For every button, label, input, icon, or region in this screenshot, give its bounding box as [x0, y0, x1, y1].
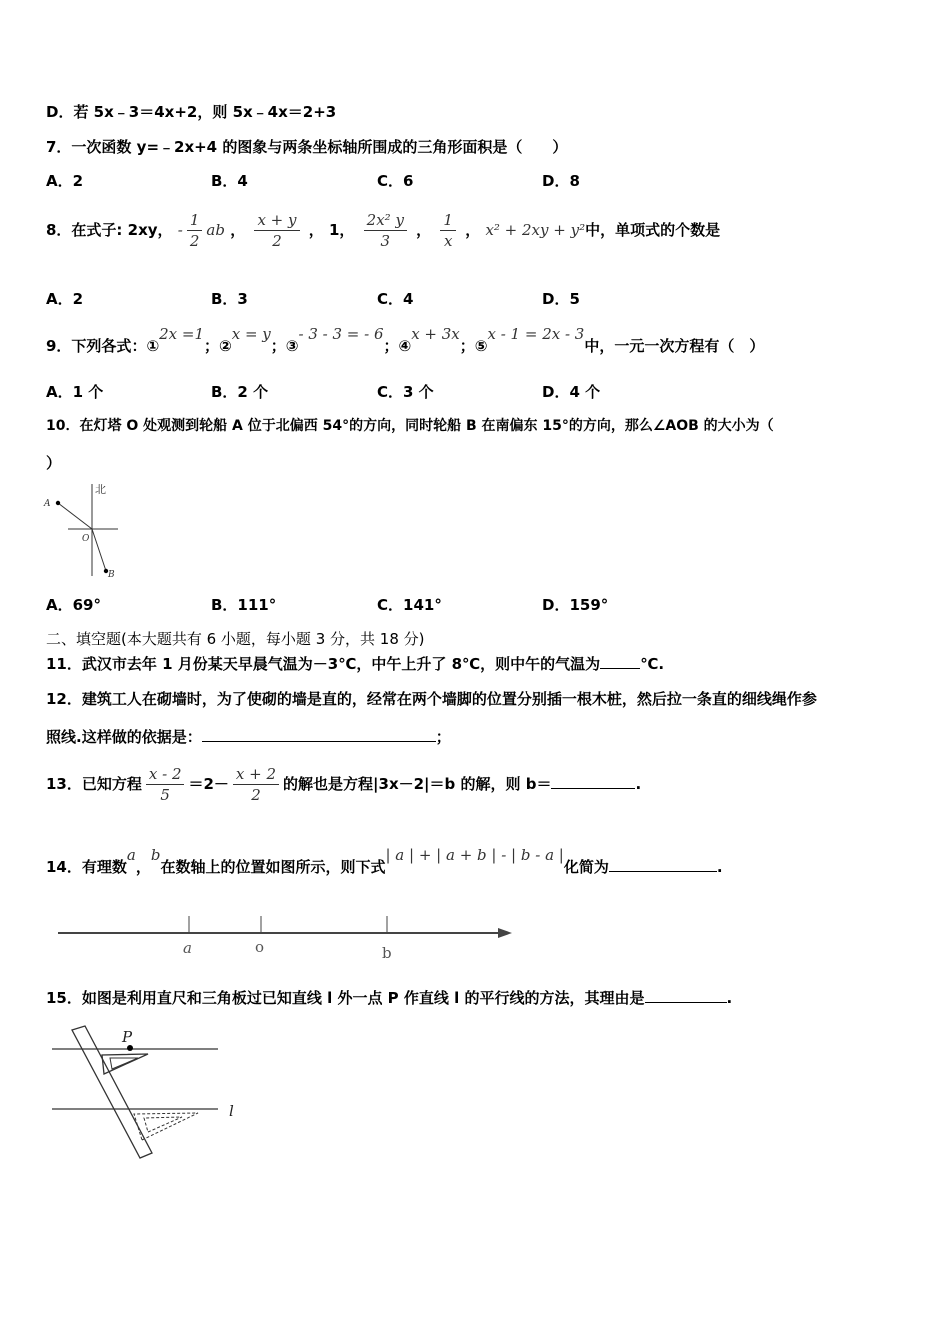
fraction-3-den: 3 — [380, 232, 391, 250]
question-9-prefix: 9．下列各式：① — [46, 337, 160, 355]
label-p: P — [122, 1028, 133, 1046]
ray-oa — [58, 503, 92, 529]
question-9-option-d: D．4 个 — [542, 383, 601, 401]
question-12-end: ； — [435, 728, 451, 746]
equation-2: x = y — [231, 325, 271, 343]
question-10-line-1: 10．在灯塔 O 处观测到轮船 A 位于北偏西 54°的方向，同时轮船 B 在南偏东 15°的方向，那么∠AOB 的大小为（ — [46, 418, 774, 434]
question-15-body: 15．如图是利用直尺和三角板过已知直线 l 外一点 P 作直线 l 的平行线的方法，其理由是 — [46, 989, 645, 1007]
answer-blank[interactable] — [600, 654, 640, 669]
fraction-1 — [187, 210, 203, 251]
fraction-2-den: 2 — [251, 786, 261, 804]
term-one: 1， — [328, 221, 355, 239]
label-b: B — [108, 570, 115, 580]
fraction-2-den: 2 — [272, 232, 282, 250]
question-14-suffix: 化简为 — [563, 858, 609, 876]
question-10-option-b: B．111° — [211, 596, 277, 614]
question-13-text — [46, 762, 641, 806]
question-7-option-a: A．2 — [46, 172, 84, 190]
fraction-1 — [146, 764, 185, 805]
fraction-2 — [254, 210, 299, 251]
label-o: O — [82, 534, 90, 544]
absolute-value-expression: | a | + | a + b | - | b - a | — [385, 846, 564, 864]
fraction-1-den: 2 — [189, 232, 200, 250]
question-14-text — [46, 846, 723, 877]
fraction-3 — [364, 210, 407, 251]
fraction-1-tail: ab — [206, 221, 225, 239]
label-o: o — [255, 938, 265, 956]
question-11-body: 11．武汉市去年 1 月份某天早晨气温为－3℃，中午上升了 8℃，则中午的气温为 — [46, 655, 601, 673]
compass-figure — [40, 480, 130, 582]
question-14-end: . — [716, 858, 723, 876]
answer-blank[interactable] — [551, 774, 635, 789]
question-8-option-b: B．3 — [211, 290, 248, 308]
question-8-option-a: A．2 — [46, 290, 84, 308]
question-13-end: . — [635, 775, 642, 793]
question-10-option-a: A．69° — [46, 596, 101, 614]
fraction-1-num: 1 — [187, 210, 203, 231]
answer-blank[interactable] — [645, 988, 727, 1003]
question-9-sep-3: ；③ — [270, 337, 299, 355]
question-8-suffix: 中，单项式的个数是 — [585, 221, 721, 239]
equation-4: x + 3x — [411, 325, 460, 343]
question-7-text: 7．一次函数 y=﹣2x+4 的图象与两条坐标轴所围成的三角形面积是（ ） — [46, 138, 568, 156]
equation-5: x - 1 = 2x - 3 — [487, 325, 585, 343]
question-10-option-c: C．141° — [377, 596, 442, 614]
equation-1: 2x =1 — [159, 325, 205, 343]
north-label: 北 — [95, 483, 106, 496]
question-12-line-1: 12．建筑工人在砌墙时，为了使砌的墙是直的，经常在两个墙脚的位置分别插一根木桩，然后拉一条直的细线绳作参 — [46, 690, 817, 708]
separator: ， — [465, 221, 481, 239]
question-8-text — [46, 208, 720, 252]
fraction-2 — [233, 764, 279, 805]
question-13-suffix: 的解也是方程|3x－2|＝b 的解，则 b＝ — [283, 775, 552, 793]
question-14-comma: ， — [135, 858, 151, 876]
question-9-option-c: C．3 个 — [377, 383, 434, 401]
label-b: b — [382, 944, 392, 962]
question-12-body: 照线.这样做的依据是： — [46, 728, 202, 746]
question-9-text — [46, 325, 765, 356]
fraction-1-num: x - 2 — [146, 764, 185, 785]
question-11-text — [46, 654, 664, 674]
arrow-head-icon — [498, 928, 512, 938]
label-a: A — [44, 499, 51, 509]
question-10-line-2: ） — [46, 454, 62, 472]
equation-3: - 3 - 3 = - 6 — [298, 325, 384, 343]
fraction-4-num: 1 — [440, 210, 456, 231]
ruler-triangle-figure — [48, 1022, 248, 1162]
number-line-figure — [50, 908, 520, 964]
section-2-heading: 二、填空题(本大题共有 6 小题，每小题 3 分，共 18 分) — [46, 630, 425, 648]
question-7-option-d: D．8 — [542, 172, 580, 190]
fraction-2-num: x + 2 — [233, 764, 279, 785]
triangle-upper-inner — [110, 1058, 138, 1069]
question-13-prefix: 13．已知方程 — [46, 775, 142, 793]
question-8-prefix: 8．在式子: 2xy， — [46, 221, 173, 239]
variable-b: b — [150, 846, 161, 864]
point-a — [56, 501, 60, 505]
fraction-3-num: 2x² y — [364, 210, 407, 231]
answer-blank[interactable] — [609, 857, 717, 872]
question-11-unit: ℃. — [640, 655, 665, 673]
question-9-sep-4: ；④ — [383, 337, 412, 355]
fraction-2-num: x + y — [254, 210, 299, 231]
label-l: l — [229, 1102, 234, 1120]
question-14-mid: 在数轴上的位置如图所示，则下式 — [160, 858, 386, 876]
question-6-option-d: D．若 5x﹣3＝4x+2，则 5x﹣4x＝2+3 — [46, 103, 337, 121]
question-8-option-c: C．4 — [377, 290, 414, 308]
separator: ， — [230, 221, 246, 239]
answer-blank[interactable] — [202, 727, 436, 742]
variable-a: a — [126, 846, 136, 864]
question-9-option-a: A．1 个 — [46, 383, 104, 401]
fraction-4-den: x — [443, 232, 453, 250]
ruler — [72, 1026, 152, 1158]
question-15-end: . — [726, 989, 733, 1007]
question-12-line-2 — [46, 727, 451, 747]
question-10-option-d: D．159° — [542, 596, 609, 614]
triangle-lower-inner-dashed — [144, 1117, 182, 1132]
question-9-sep-5: ；⑤ — [459, 337, 488, 355]
polynomial-expression: x² + 2xy + y² — [485, 221, 586, 239]
question-8-option-d: D．5 — [542, 290, 580, 308]
fraction-1-den: 5 — [160, 786, 170, 804]
label-a: a — [183, 939, 192, 957]
question-7-option-b: B．4 — [211, 172, 248, 190]
question-15-text — [46, 988, 732, 1008]
question-9-sep-2: ；② — [204, 337, 232, 355]
separator: ， — [416, 221, 432, 239]
separator: ， — [308, 221, 324, 239]
question-7-option-c: C．6 — [377, 172, 414, 190]
question-13-mid: ＝2－ — [188, 775, 229, 793]
question-9-suffix: 中，一元一次方程有（ ） — [584, 337, 765, 355]
question-9-option-b: B．2 个 — [211, 383, 269, 401]
fraction-1-sign: - — [177, 221, 183, 239]
question-14-prefix: 14．有理数 — [46, 858, 127, 876]
fraction-4 — [440, 210, 456, 251]
ray-ob — [92, 529, 106, 571]
